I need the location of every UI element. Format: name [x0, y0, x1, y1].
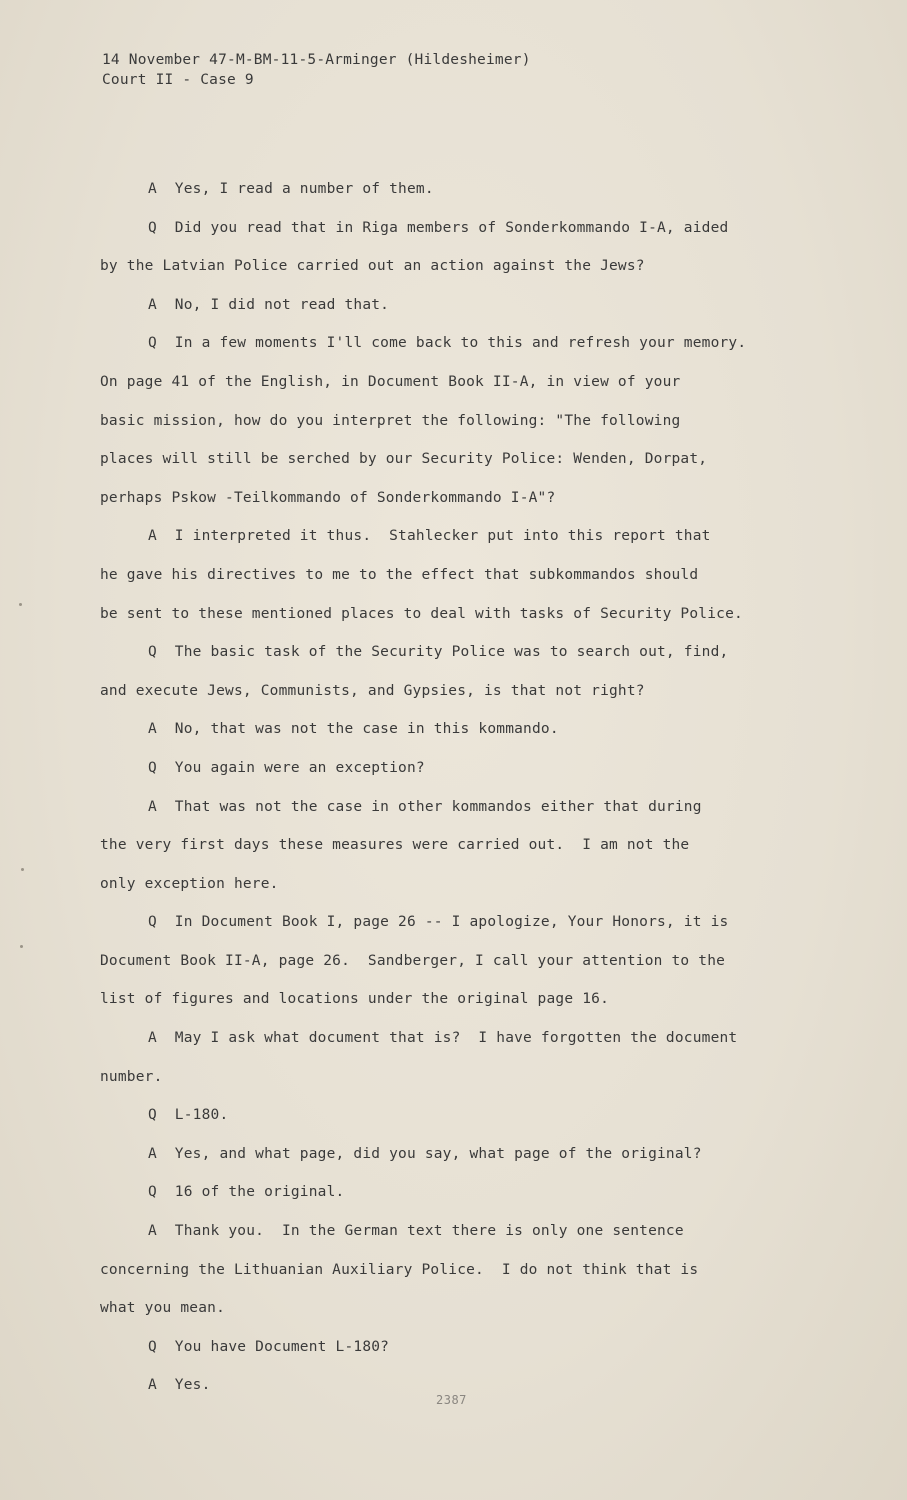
- header-line-1: 14 November 47-M-BM-11-5-Arminger (Hildesheimer): [102, 52, 531, 68]
- transcript-line: Q 16 of the original.: [148, 1184, 345, 1201]
- transcript-line: Q Did you read that in Riga members of Sonderkommando I-A, aided: [148, 219, 729, 236]
- transcript-line: only exception here.: [100, 875, 279, 892]
- transcript-line: concerning the Lithuanian Auxiliary Police. I do not think that is: [100, 1261, 699, 1278]
- transcript-line: he gave his directives to me to the effect that subkommandos should: [100, 566, 699, 583]
- header-line-2: Court II - Case 9: [102, 72, 254, 88]
- transcript-line: by the Latvian Police carried out an action against the Jews?: [100, 258, 645, 275]
- margin-mark: [20, 945, 23, 948]
- margin-mark: [21, 868, 24, 871]
- transcript-line: A Yes, I read a number of them.: [148, 181, 434, 197]
- transcript-line: A No, that was not the case in this kommando.: [148, 721, 559, 738]
- transcript-line: number.: [100, 1068, 163, 1085]
- transcript-line: A I interpreted it thus. Stahlecker put into this report that: [148, 528, 711, 545]
- page-number: 2387: [436, 1393, 467, 1407]
- transcript-line: A Thank you. In the German text there is only one sentence: [148, 1223, 684, 1240]
- transcript-body: [100, 170, 810, 1405]
- margin-mark: [19, 603, 22, 606]
- transcript-line: the very first days these measures were carried out. I am not the: [100, 837, 690, 854]
- transcript-line: Q In Document Book I, page 26 -- I apologize, Your Honors, it is: [148, 914, 729, 931]
- transcript-line: A That was not the case in other kommandos either that during: [148, 798, 702, 815]
- transcript-line: places will still be serched by our Security Police: Wenden, Dorpat,: [100, 451, 708, 468]
- transcript-line: On page 41 of the English, in Document Book II-A, in view of your: [100, 373, 681, 390]
- transcript-line: Q You again were an exception?: [148, 759, 425, 776]
- transcript-line: Q You have Document L-180?: [148, 1338, 390, 1355]
- transcript-line: and execute Jews, Communists, and Gypsies, is that not right?: [100, 682, 645, 699]
- transcript-line: Document Book II-A, page 26. Sandberger, I call your attention to the: [100, 952, 726, 969]
- document-header: [102, 50, 531, 90]
- transcript-line: Q In a few moments I'll come back to this and refresh your memory.: [148, 335, 747, 352]
- transcript-line: perhaps Pskow -Teilkommando of Sonderkommando I-A"?: [100, 489, 556, 506]
- transcript-line: Q The basic task of the Security Police was to search out, find,: [148, 644, 729, 661]
- transcript-line: basic mission, how do you interpret the following: "The following: [100, 412, 681, 429]
- transcript-line: Q L-180.: [148, 1107, 229, 1124]
- transcript-line: A Yes, and what page, did you say, what page of the original?: [148, 1145, 702, 1162]
- transcript-line: A Yes.: [148, 1377, 211, 1394]
- transcript-line: A No, I did not read that.: [148, 296, 390, 313]
- transcript-line: list of figures and locations under the original page 16.: [100, 991, 609, 1008]
- transcript-line: what you mean.: [100, 1300, 226, 1317]
- transcript-line: A May I ask what document that is? I have forgotten the document: [148, 1030, 738, 1047]
- transcript-line: be sent to these mentioned places to deal with tasks of Security Police.: [100, 605, 743, 622]
